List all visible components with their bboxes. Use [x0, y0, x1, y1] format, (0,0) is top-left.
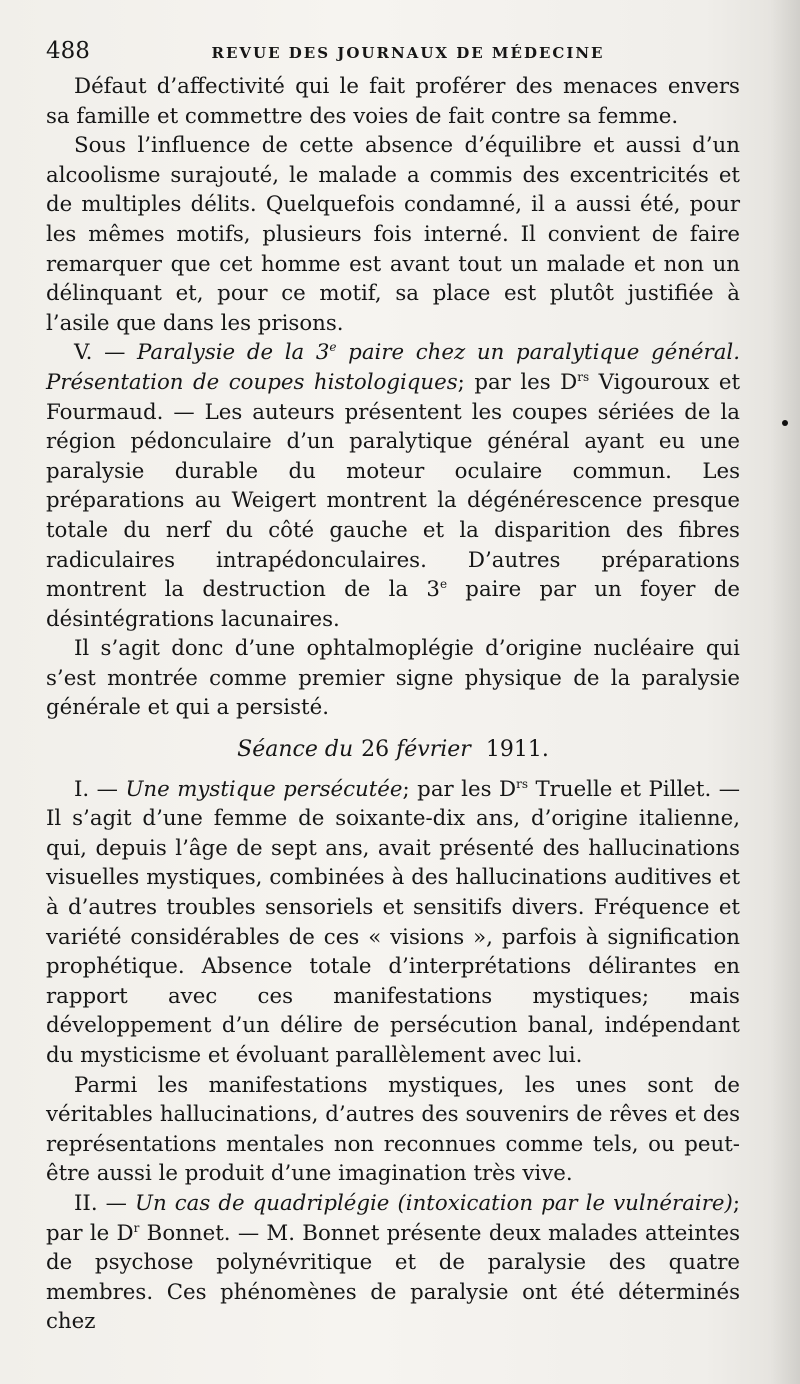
item-title: Paralysie de la 3e paire chez un paralytique général. Présentation de coupes histologiques	[46, 340, 740, 395]
item-title: Une mystique persécutée	[125, 776, 403, 802]
page-edge-shadow	[770, 0, 800, 1384]
item-number: I. —	[74, 776, 126, 802]
item-number: II. —	[74, 1190, 136, 1216]
page-header	[46, 38, 740, 72]
paragraph-6: Parmi les manifestations mystiques, les unes sont de véritables hallucinations, d’autres des souvenirs de rêves et des représentations mentales non reconnues comme tels, ou peut-être aussi le produit d’une imagination très vive.	[46, 1072, 740, 1187]
paragraph-3: V. — Paralysie de la 3e paire chez un paralytique général. Présentation de coupes histologiques; par les $D^{rs}$ Vigouroux et Fourmaud. — Les auteurs présentent les coupes sériées de la région pédonculaire d’un paralytique général ayant eu une paralysie durable du moteur oculaire commun. Les préparations au Weigert montrent la dégénérescence presque totale du nerf du côté gauche et la disparition des fibres radiculaires intrapédonculaires. D’autres préparations montrent la destruction de la 3e paire par un foyer de désintégrations lacunaires.	[46, 340, 740, 632]
paragraph-5: I. — Une mystique persécutée; par les $D^{rs}$ Truelle et Pillet. — Il s’agit d’une femme de soixante-dix ans, d’origine italienne, qui, depuis l’âge de sept ans, avait présenté des hallucinations visuelles mystiques, combinées à des hallucinations auditives et à d’autres troubles sensoriels et sensitifs divers. Fréquence et variété considérables de ces « visions », parfois à signification prophétique. Absence totale d’interprétations délirantes en rapport avec ces manifestations mystiques; mais développement d’un délire de persécution banal, indépendant du mysticisme et évoluant parallèlement avec lui.	[46, 776, 740, 1068]
item-title: Un cas de quadriplégie (intoxication par le vulnéraire)	[135, 1190, 733, 1216]
item-number: V. —	[74, 340, 138, 366]
page-number: 488	[46, 38, 90, 64]
paragraph-2: Sous l’influence de cette absence d’équilibre et aussi d’un alcoolisme surajouté, le malade a commis des excentricités et de multiples délits. Quelquefois condamné, il a aussi été, pour les mêmes motifs, plusieurs fois interné. Il convient de faire remarquer que cet homme est avant tout un malade et non un délinquant et, pour ce motif, sa place est plutôt justifiée à l’asile que dans les prisons.	[46, 133, 740, 336]
paragraph-7: II. — Un cas de quadriplégie (intoxication par le vulnéraire); par le $D^r$ Bonnet. — M. Bonnet présente deux malades atteintes de psychose polynévritique et de paralysie des quatre membres. Ces phénomènes de paralysie ont été déterminés chez	[46, 1190, 740, 1335]
section-heading: Séance du 26 février 1911.	[237, 737, 549, 763]
paragraph-4: Il s’agit donc d’une ophtalmoplégie d’origine nucléaire qui s’est montrée comme premier signe physique de la paralysie générale et qui a persisté.	[46, 636, 740, 721]
running-head: REVUE DES JOURNAUX DE MÉDECINE	[211, 44, 605, 62]
article-body	[46, 72, 740, 1337]
paragraph-1: Défaut d’affectivité qui le fait proférer des menaces envers sa famille et commettre des voies de fait contre sa femme.	[46, 74, 740, 129]
